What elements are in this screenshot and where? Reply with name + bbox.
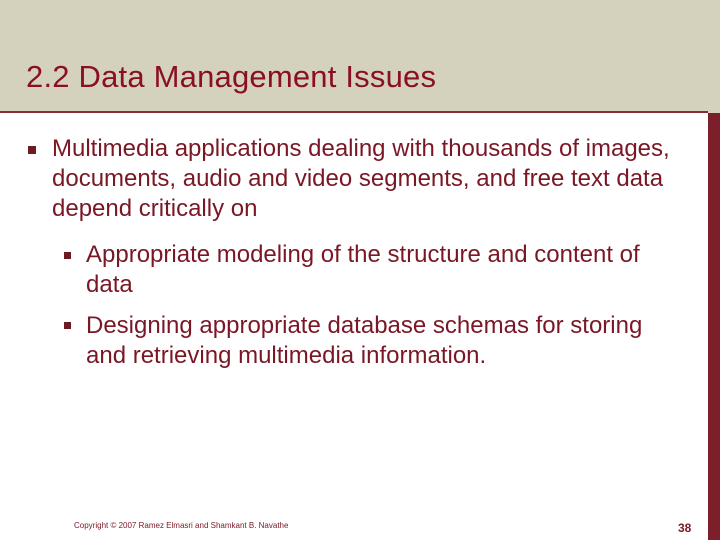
sub-bullet-text-2: Designing appropriate database schemas for storing and retrieving multimedia information. bbox=[86, 312, 643, 369]
sub-bullet-text-1: Appropriate modeling of the structure and content of data bbox=[86, 241, 640, 298]
title-divider bbox=[0, 111, 708, 113]
footer-copyright: Copyright © 2007 Ramez Elmasri and Shamkant B. Navathe bbox=[74, 521, 289, 530]
sub-bullet-marker-1 bbox=[64, 252, 71, 259]
page-number: 38 bbox=[678, 521, 692, 535]
slide-title: 2.2 Data Management Issues bbox=[26, 59, 437, 94]
bullet-marker-1 bbox=[28, 146, 36, 154]
right-band-top bbox=[708, 0, 720, 113]
sub-bullet-marker-2 bbox=[64, 322, 71, 329]
title-band bbox=[0, 0, 708, 113]
right-accent-band bbox=[708, 0, 720, 540]
bullet-text-1: Multimedia applications dealing with thousands of images, documents, audio and video segments, and free text data depend critically on bbox=[52, 135, 670, 222]
